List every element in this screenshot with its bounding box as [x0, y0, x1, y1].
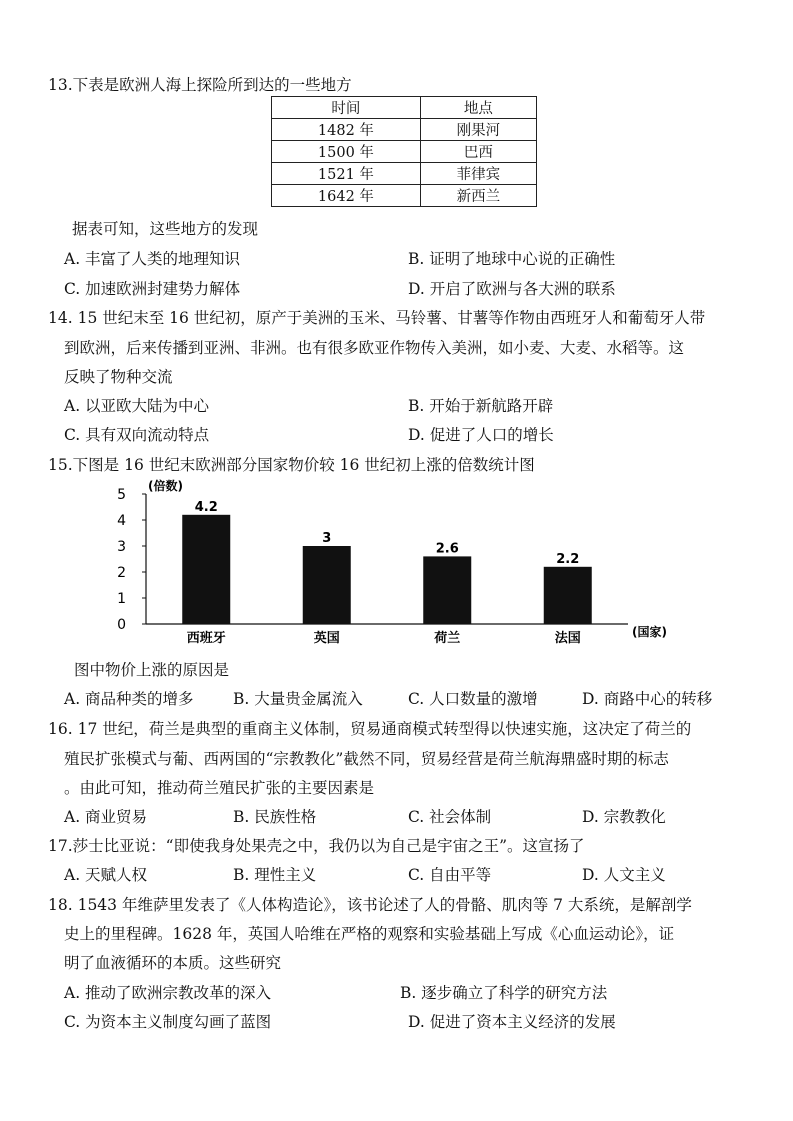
- q13-table: [271, 96, 537, 207]
- bar-value-label: 2.6: [435, 541, 459, 557]
- q14-option-a[interactable]: A. 以亚欧大陆为中心: [64, 397, 210, 415]
- table-cell: 刚果河: [420, 119, 536, 141]
- q13-followup: 据表可知，这些地方的发现: [72, 220, 259, 238]
- q18-option-d[interactable]: D. 促进了资本主义经济的发展: [408, 1013, 616, 1031]
- q15-stem: 15.下图是 16 世纪末欧洲部分国家物价较 16 世纪初上涨的倍数统计图: [48, 456, 535, 474]
- q13-option-b[interactable]: B. 证明了地球中心说的正确性: [408, 250, 616, 268]
- table-cell: 1500 年: [272, 141, 421, 163]
- y-tick-label: 5: [117, 487, 126, 503]
- table-header-row: [272, 97, 537, 119]
- q15-option-d[interactable]: D. 商路中心的转移: [582, 690, 713, 708]
- q14-line-3: 反映了物种交流: [64, 368, 173, 386]
- chart-bar: [182, 515, 230, 624]
- q14-option-d[interactable]: D. 促进了人口的增长: [408, 426, 554, 444]
- y-axis-label: (倍数): [148, 479, 183, 493]
- q16-line-1: 16. 17 世纪，荷兰是典型的重商主义体制，贸易通商模式转型得以快速实施，这决定了荷兰的: [48, 720, 692, 738]
- q13-option-a[interactable]: A. 丰富了人类的地理知识: [64, 250, 241, 268]
- q14-option-c[interactable]: C. 具有双向流动特点: [64, 426, 210, 444]
- y-tick-label: 0: [117, 617, 126, 633]
- q15-option-b[interactable]: B. 大量贵金属流入: [233, 690, 363, 708]
- x-axis-label: (国家): [632, 625, 667, 639]
- category-label: 法国: [554, 631, 581, 646]
- q14-line-2: 到欧洲，后来传播到亚洲、非洲。也有很多欧亚作物传入美洲，如小麦、大麦、水稻等。这: [64, 339, 685, 357]
- q14-line-1: 14. 15 世纪末至 16 世纪初，原产于美洲的玉米、马铃薯、甘薯等作物由西班牙人和葡萄牙人带: [48, 309, 706, 327]
- q16-line-3: 。由此可知，推动荷兰殖民扩张的主要因素是: [64, 779, 375, 797]
- q17-option-a[interactable]: A. 天赋人权: [64, 866, 148, 884]
- q18-option-a[interactable]: A. 推动了欧洲宗教改革的深入: [64, 984, 272, 1002]
- table-cell: 1521 年: [272, 163, 421, 185]
- chart-bars: [182, 515, 592, 624]
- y-tick-label: 4: [117, 513, 126, 529]
- price-rise-bar-chart: [108, 476, 708, 656]
- chart-data-labels: [195, 500, 580, 567]
- bar-value-label: 2.2: [556, 551, 580, 567]
- q18-line-1: 18. 1543 年维萨里发表了《人体构造论》，该书论述了人的骨骼、肌肉等 7 大系统，是解剖学: [48, 896, 692, 914]
- y-tick-label: 1: [117, 591, 126, 607]
- table-row: [272, 141, 537, 163]
- bar-value-label: 3: [322, 531, 332, 546]
- chart-bar: [423, 556, 471, 624]
- table-cell: 菲律宾: [420, 163, 536, 185]
- q16-option-b[interactable]: B. 民族性格: [233, 808, 317, 826]
- chart-bar: [544, 567, 592, 624]
- table-cell: 新西兰: [420, 185, 536, 207]
- q15-followup: 图中物价上涨的原因是: [74, 661, 230, 679]
- q13-stem: 13.下表是欧洲人海上探险所到达的一些地方: [48, 76, 352, 94]
- q18-line-2: 史上的里程碑。1628 年，英国人哈维在严格的观察和实验基础上写成《心血运动论》，证: [64, 925, 675, 943]
- y-tick-label: 2: [117, 565, 126, 581]
- q18-option-b[interactable]: B. 逐步确立了科学的研究方法: [400, 984, 608, 1002]
- q13-option-d[interactable]: D. 开启了欧洲与各大洲的联系: [408, 280, 616, 298]
- y-tick-labels: [117, 487, 146, 633]
- q15-option-c[interactable]: C. 人口数量的激增: [408, 690, 538, 708]
- table-header-time: 时间: [272, 97, 421, 119]
- category-label: 西班牙: [186, 631, 226, 646]
- q17-option-b[interactable]: B. 理性主义: [233, 866, 317, 884]
- q17-stem: 17.莎士比亚说：“即使我身处果壳之中，我仍以为自己是宇宙之王”。这宣扬了: [48, 837, 585, 855]
- q16-option-a[interactable]: A. 商业贸易: [64, 808, 148, 826]
- bar-value-label: 4.2: [194, 499, 218, 515]
- q17-option-d[interactable]: D. 人文主义: [582, 866, 666, 884]
- q16-option-d[interactable]: D. 宗教教化: [582, 808, 666, 826]
- q17-option-c[interactable]: C. 自由平等: [408, 866, 492, 884]
- q15-option-a[interactable]: A. 商品种类的增多: [64, 690, 194, 708]
- category-label: 荷兰: [434, 631, 461, 646]
- q13-option-c[interactable]: C. 加速欧洲封建势力解体: [64, 280, 241, 298]
- q16-option-c[interactable]: C. 社会体制: [408, 808, 492, 826]
- table-header-place: 地点: [420, 97, 536, 119]
- table-row: [272, 119, 537, 141]
- q18-line-3: 明了血液循环的本质。这些研究: [64, 954, 282, 972]
- table-cell: 1482 年: [272, 119, 421, 141]
- chart-category-labels: [187, 630, 581, 646]
- chart-bar: [303, 546, 351, 624]
- q14-option-b[interactable]: B. 开始于新航路开辟: [408, 397, 554, 415]
- table-cell: 1642 年: [272, 185, 421, 207]
- y-tick-label: 3: [117, 539, 126, 555]
- q16-line-2: 殖民扩张模式与葡、西两国的“宗教教化”截然不同，贸易经营是荷兰航海鼎盛时期的标志: [64, 750, 669, 768]
- table-row: [272, 185, 537, 207]
- table-cell: 巴西: [420, 141, 536, 163]
- category-label: 英国: [313, 631, 340, 646]
- table-row: [272, 163, 537, 185]
- q18-option-c[interactable]: C. 为资本主义制度勾画了蓝图: [64, 1013, 272, 1031]
